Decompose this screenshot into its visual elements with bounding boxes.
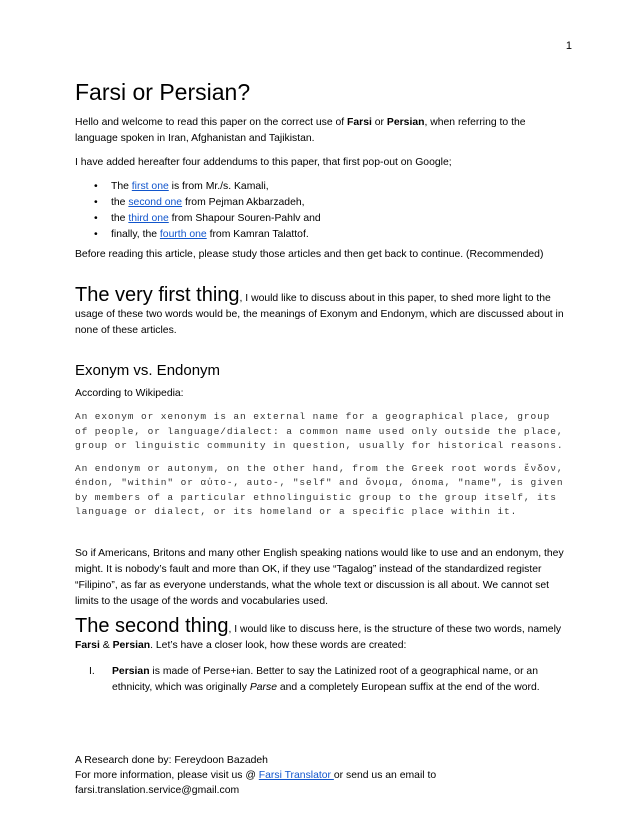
footer-text: or send us an email to xyxy=(333,770,437,781)
persian-term: Persian xyxy=(386,117,425,128)
second-thing-lead: The second thing xyxy=(75,614,229,637)
first-thing-text: , I would like to discuss about in this paper, to shed more light to the usage of these two words would be, the meanings of Exonym and Endonym, which are discussed about in none of these articles. xyxy=(75,293,564,336)
document-body xyxy=(75,78,565,696)
page-footer xyxy=(75,753,436,798)
second-thing-text: , I would like to discuss here, is the structure of these two words, namely xyxy=(228,623,562,635)
item-text-end: and a completely European suffix at the end of the word. xyxy=(276,681,540,693)
exonym-heading: Exonym vs. Endonym xyxy=(75,362,221,379)
farsi-term: Farsi xyxy=(75,639,100,651)
second-thing-paragraph xyxy=(75,614,565,654)
persian-term: Persian xyxy=(112,665,150,677)
list-numeral: I. xyxy=(89,665,95,677)
item-text: is from Mr./s. Kamali, xyxy=(168,181,269,192)
third-one-link[interactable]: third one xyxy=(128,213,169,224)
second-thing-text-end: . Let’s have a closer look, how these words are created: xyxy=(150,639,407,651)
item-text: from Kamran Talattof. xyxy=(206,229,309,240)
americans-paragraph: So if Americans, Britons and many other English speaking nations would like to use and an endonym, they might. It is nobody’s fault and more than OK, if they use “Tagalog” instead of the standardized register “Filipino”, as far as everyone understands, what the whole text or discussion is all about. We cannot set limits to the usage of the words and vocabularies used. xyxy=(75,547,564,607)
fourth-one-link[interactable]: fourth one xyxy=(159,229,207,240)
item-text: from Shapour Souren-Pahlv and xyxy=(168,213,321,224)
first-thing-lead: The very first thing xyxy=(75,284,240,306)
item-text: the xyxy=(111,197,129,208)
first-one-link[interactable]: first one xyxy=(131,181,169,192)
intro-text-end: , when referring to the language spoken in Iran, Afghanistan and Tajikistan. xyxy=(75,117,526,144)
exonym-quote: An exonym or xenonym is an external name for a geographical place, group of people, or language/dialect: a common name used only outside the place, group or linguistic community in question, usually for historical reasons. xyxy=(75,411,564,451)
list-item xyxy=(111,227,565,243)
footer-contact xyxy=(75,768,436,783)
farsi-translator-link[interactable]: Farsi Translator xyxy=(258,770,334,781)
intro-or: or xyxy=(371,117,387,128)
list-item xyxy=(111,195,565,211)
item-text: the xyxy=(111,213,129,224)
page-number: 1 xyxy=(565,40,572,52)
list-item xyxy=(89,664,565,696)
footer-email: farsi.translation.service@gmail.com xyxy=(75,785,240,796)
item-text: is made of Perse+ian. Better to say the Latinized root of a geographical name, or an ethnicity, which was originally xyxy=(112,665,538,693)
according-label: According to Wikipedia: xyxy=(75,388,184,399)
persian-term: Persian xyxy=(112,639,151,651)
structure-list xyxy=(75,664,565,696)
footer-author: A Research done by: Fereydoon Bazadeh xyxy=(75,755,268,766)
list-item xyxy=(111,179,565,195)
second-one-link[interactable]: second one xyxy=(128,197,183,208)
page-title: Farsi or Persian? xyxy=(75,79,251,105)
ampersand: & xyxy=(99,639,113,651)
addendum-list xyxy=(75,179,565,243)
item-text: The xyxy=(111,181,132,192)
endonym-quote: An endonym or autonym, on the other hand, from the Greek root words ἔνδον, éndon, "within" or αὐτο-, auto-, "self" and ὄνομα, ónoma, "name", is given by members of a particular ethnolinguistic group to the group itself, its language or dialect, or its homeland or a specific place within it. xyxy=(75,462,564,517)
before-reading-note: Before reading this article, please study those articles and then get back to continue. (Recommended) xyxy=(75,249,544,260)
parse-term: Parse xyxy=(249,681,277,693)
item-text: from Pejman Akbarzadeh, xyxy=(182,197,305,208)
intro-text: Hello and welcome to read this paper on the correct use of xyxy=(75,117,348,128)
list-item xyxy=(111,211,565,227)
intro-paragraph xyxy=(75,115,565,147)
item-text: finally, the xyxy=(111,229,160,240)
addendums-intro: I have added hereafter four addendums to this paper, that first pop-out on Google; xyxy=(75,157,452,168)
first-thing-paragraph xyxy=(75,284,565,339)
footer-text: For more information, please visit us @ xyxy=(75,770,259,781)
farsi-term: Farsi xyxy=(347,117,372,128)
